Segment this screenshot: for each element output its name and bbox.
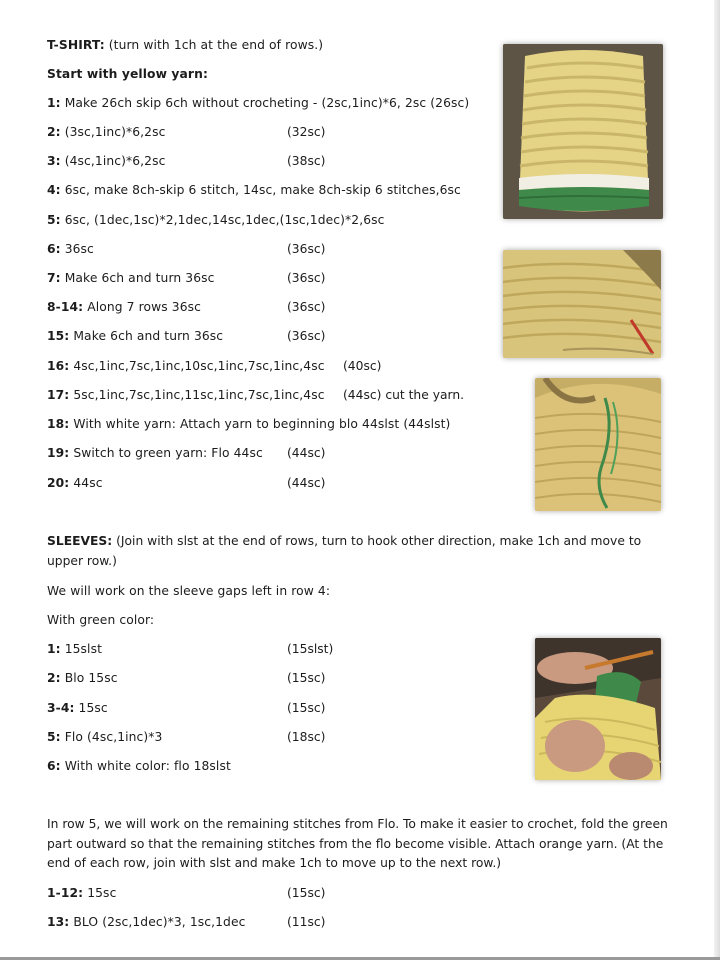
stitch-count: (36sc) (287, 300, 326, 314)
stitch-count: (15sc) (287, 671, 326, 685)
sleeve-row: 5: Flo (4sc,1inc)*3 (47, 730, 163, 744)
stitch-count: (36sc) (287, 271, 326, 285)
stitch-count: (44sc) (287, 476, 326, 490)
stitch-count: (36sc) (287, 242, 326, 256)
stitch-count: (15sc) (287, 886, 326, 900)
tshirt-title-line (47, 37, 323, 53)
stitch-count: (38sc) (287, 154, 326, 168)
stitch-count: (36sc) (287, 329, 326, 343)
tshirt-row: 20: 44sc (47, 476, 103, 490)
tshirt-title: T-SHIRT: (47, 38, 105, 52)
tshirt-title-note: (turn with 1ch at the end of rows.) (104, 38, 324, 52)
tshirt-row: 3: (4sc,1inc)*6,2sc (47, 154, 166, 168)
sleeves-title-note: (Join with slst at the end of rows, turn to hook other direction, make 1ch and move to upper row.) (47, 534, 642, 568)
stitch-count: (15slst) (287, 642, 334, 656)
sleeve-attach-photo (535, 378, 661, 511)
sleeves-color: With green color: (47, 613, 155, 627)
row5-note: In row 5, we will work on the remaining stitches from Flo. To make it easier to crochet, fold the green part outward so that the remaining stitches from the flo become visible. Attach orange yarn. (At the end of each row, join with slst and make 1ch to move up to the next row.) (47, 817, 668, 870)
yellow-tshirt-body-photo (503, 44, 663, 219)
orange-row: 13: BLO (2sc,1dec)*3, 1sc,1dec (47, 915, 246, 929)
tshirt-row: 8-14: Along 7 rows 36sc (47, 300, 202, 314)
tshirt-edge-photo (503, 250, 661, 358)
sleeves-title: SLEEVES: (47, 534, 113, 548)
page-edge (714, 0, 720, 960)
sleeve-row: 2: Blo 15sc (47, 671, 118, 685)
start-instruction: Start with yellow yarn: (47, 67, 208, 81)
sleeve-row: 3-4: 15sc (47, 701, 108, 715)
sleeves-title-line (47, 532, 667, 571)
stitch-count: (44sc) cut the yarn. (343, 388, 465, 402)
stitch-count: (44sc) (287, 446, 326, 460)
tshirt-row: 4: 6sc, make 8ch-skip 6 stitch, 14sc, make 8ch-skip 6 stitches,6sc (47, 183, 461, 197)
tshirt-row: 18: With white yarn: Attach yarn to beginning blo 44slst (44slst) (47, 417, 451, 431)
tshirt-row: 2: (3sc,1inc)*6,2sc (47, 125, 166, 139)
sleeve-row: 1: 15slst (47, 642, 102, 656)
tshirt-row: 5: 6sc, (1dec,1sc)*2,1dec,14sc,1dec,(1sc,1dec)*2,6sc (47, 213, 385, 227)
tshirt-row: 19: Switch to green yarn: Flo 44sc (47, 446, 263, 460)
sleeve-crochet-hands-photo (535, 638, 661, 780)
tshirt-row: 1: Make 26ch skip 6ch without crocheting - (2sc,1inc)*6, 2sc (26sc) (47, 96, 470, 110)
stitch-count: (18sc) (287, 730, 326, 744)
tshirt-row: 17: 5sc,1inc,7sc,1inc,11sc,1inc,7sc,1inc,4sc (47, 388, 325, 402)
tshirt-row: 6: 36sc (47, 242, 94, 256)
stitch-count: (11sc) (287, 915, 326, 929)
tshirt-row: 7: Make 6ch and turn 36sc (47, 271, 215, 285)
stitch-count: (40sc) (343, 359, 382, 373)
sleeves-intro: We will work on the sleeve gaps left in row 4: (47, 584, 331, 598)
stitch-count: (32sc) (287, 125, 326, 139)
sleeve-row: 6: With white color: flo 18slst (47, 759, 231, 773)
tshirt-row: 16: 4sc,1inc,7sc,1inc,10sc,1inc,7sc,1inc,4sc (47, 359, 325, 373)
orange-row: 1-12: 15sc (47, 886, 117, 900)
tshirt-row: 15: Make 6ch and turn 36sc (47, 329, 224, 343)
stitch-count: (15sc) (287, 701, 326, 715)
